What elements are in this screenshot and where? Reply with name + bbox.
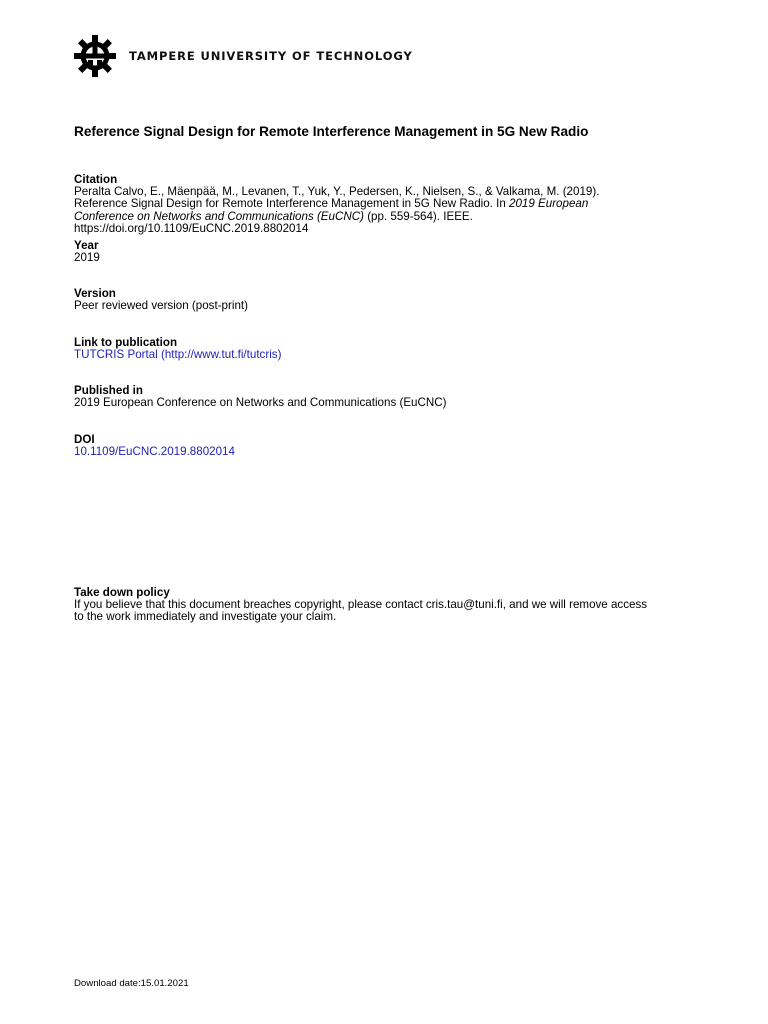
document-title: Reference Signal Design for Remote Interference Management in 5G New Radio [74,124,589,139]
version-value: Peer reviewed version (post-print) [74,299,248,313]
link-label: Link to publication [74,336,178,349]
tutcris-portal-link[interactable]: TUTCRIS Portal (http://www.tut.fi/tutcris) [74,348,282,362]
takedown-section [74,587,647,624]
doi-label: DOI [74,433,95,446]
version-label: Version [74,287,116,300]
doi-section [74,434,235,458]
link-section [74,337,281,361]
year-section [74,240,100,264]
citation-proceedings-cont: Conference on Networks and Communications (EuCNC) [74,209,364,223]
download-date: Download date:15.01.2021 [74,978,189,989]
university-logo [73,34,413,78]
citation-text: Reference Signal Design for Remote Interference Management in 5G New Radio. In [74,197,509,211]
citation-line-1: Peralta Calvo, E., Mäenpää, M., Levanen, T., Yuk, Y., Pedersen, K., Nielsen, S., & Valkama, M. (2019). [74,185,600,199]
takedown-line-2: to the work immediately and investigate your claim. [74,610,337,624]
citation-proceedings: 2019 European [509,197,589,211]
published-value: 2019 European Conference on Networks and Communications (EuCNC) [74,396,447,410]
takedown-line-1: If you believe that this document breaches copyright, please contact cris.tau@tuni.fi, and we will remove access [74,598,648,612]
published-section [74,385,446,409]
year-label: Year [74,239,99,252]
gear-emblem-icon [73,34,117,78]
takedown-label: Take down policy [74,586,170,599]
citation-line-3 [74,211,599,223]
citation-doi-url: https://doi.org/10.1109/EuCNC.2019.8802014 [74,221,309,235]
year-value: 2019 [74,251,100,265]
version-section [74,288,248,312]
university-name: TAMPERE UNIVERSITY OF TECHNOLOGY [129,49,413,63]
published-label: Published in [74,384,143,397]
citation-section [74,174,599,235]
citation-pages: (pp. 559-564). IEEE. [363,209,473,223]
doi-link[interactable]: 10.1109/EuCNC.2019.8802014 [74,445,235,459]
citation-label: Citation [74,173,118,186]
